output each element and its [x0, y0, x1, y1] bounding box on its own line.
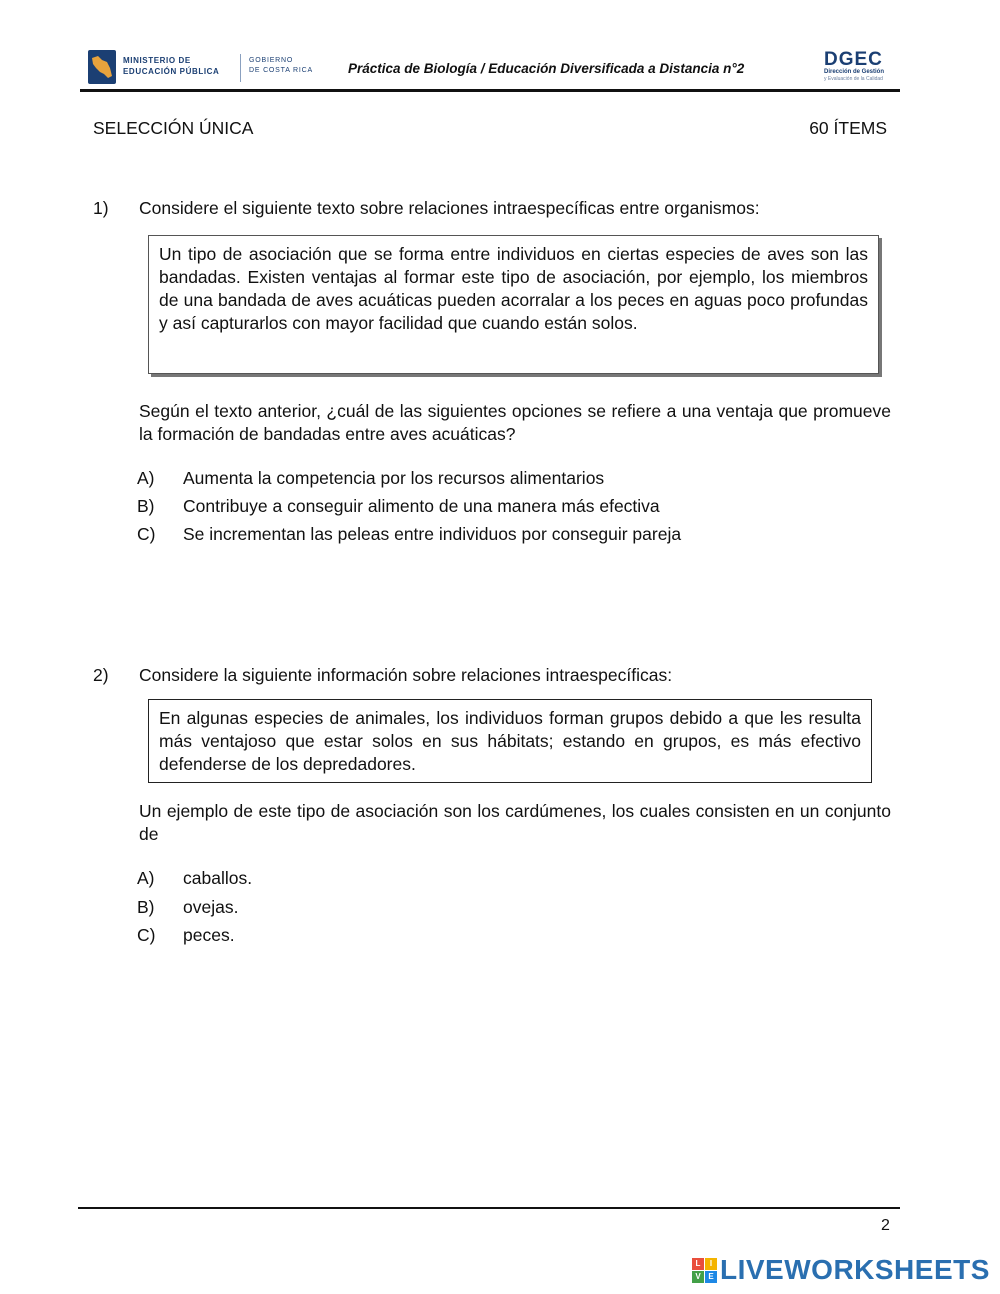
liveworksheets-wordmark: LIVEWORKSHEETS: [720, 1254, 990, 1285]
mep-line1: MINISTERIO DE: [123, 56, 191, 65]
section-label: SELECCIÓN ÚNICA: [93, 118, 254, 138]
question-1-option-c[interactable]: Se incrementan las peleas entre individuos por conseguir pareja: [183, 524, 682, 544]
question-1-option-c-letter: C): [137, 524, 156, 544]
block-e: E: [705, 1271, 717, 1283]
items-count: 60 ÍTEMS: [809, 118, 887, 138]
question-1-stem: Según el texto anterior, ¿cuál de las siguientes opciones se refiere a una ventaja que promueve la formación de bandadas entre aves acuáticas?: [139, 401, 891, 444]
question-2-option-c-letter: C): [137, 925, 156, 945]
gob-line2: DE COSTA RICA: [249, 67, 313, 74]
block-v: V: [692, 1271, 704, 1283]
header-rule: [80, 89, 900, 92]
question-2-option-b-letter: B): [137, 897, 155, 917]
dgec-sub1: Dirección de Gestión: [824, 69, 885, 75]
question-2-option-a[interactable]: caballos.: [183, 868, 253, 888]
question-1-option-b-letter: B): [137, 496, 155, 516]
question-1-number: 1): [93, 198, 109, 218]
document-title: Práctica de Biología / Educación Diversificada a Distancia n°2: [348, 61, 745, 76]
gob-line1: GOBIERNO: [249, 57, 294, 64]
page-number: 2: [881, 1217, 890, 1234]
costa-rica-map-icon: [88, 50, 116, 84]
question-1-option-a-letter: A): [137, 468, 155, 488]
mep-line2: EDUCACIÓN PÚBLICA: [123, 67, 220, 76]
question-1-option-b[interactable]: Contribuye a conseguir alimento de una manera más efectiva: [183, 496, 660, 516]
footer-rule: [78, 1207, 900, 1209]
question-2-stem: Un ejemplo de este tipo de asociación son los cardúmenes, los cuales consisten en un conjunto de: [139, 801, 891, 844]
question-2-number: 2): [93, 665, 109, 685]
block-i: I: [705, 1258, 717, 1270]
question-2-text-box: En algunas especies de animales, los individuos forman grupos debido a que les resulta más ventajoso que estar solos en sus hábitats; estando en grupos, es más efectivo defenderse de los depredadores.: [148, 699, 872, 783]
mep-logo: [88, 50, 318, 84]
question-2-option-c[interactable]: peces.: [183, 925, 235, 945]
question-2-prompt: Considere la siguiente información sobre relaciones intraespecíficas:: [139, 665, 673, 685]
question-1-text-box: Un tipo de asociación que se forma entre individuos en ciertas especies de aves son las bandadas. Existen ventajas al formar este tipo de asociación, por ejemplo, los miembros de una bandada de aves acuáticas pueden acorralar a los peces en aguas poco profundas y así capturarlos con mayor facilidad que cuando están solos.: [148, 235, 879, 374]
logo-divider: [240, 54, 241, 82]
dgec-acronym: DGEC: [824, 49, 883, 70]
question-2-option-b[interactable]: ovejas.: [183, 897, 239, 917]
gobierno-name: [249, 56, 313, 76]
page-header: [80, 44, 900, 90]
question-1-prompt: Considere el siguiente texto sobre relaciones intraespecíficas entre organismos:: [139, 198, 760, 218]
mep-name: [123, 55, 219, 77]
liveworksheets-blocks-icon: [692, 1258, 718, 1284]
dgec-sub2: y Evaluación de la Calidad: [824, 76, 883, 82]
dgec-logo: [824, 50, 900, 82]
block-l: L: [692, 1258, 704, 1270]
question-2-option-a-letter: A): [137, 868, 155, 888]
question-1-option-a[interactable]: Aumenta la competencia por los recursos alimentarios: [183, 468, 605, 488]
